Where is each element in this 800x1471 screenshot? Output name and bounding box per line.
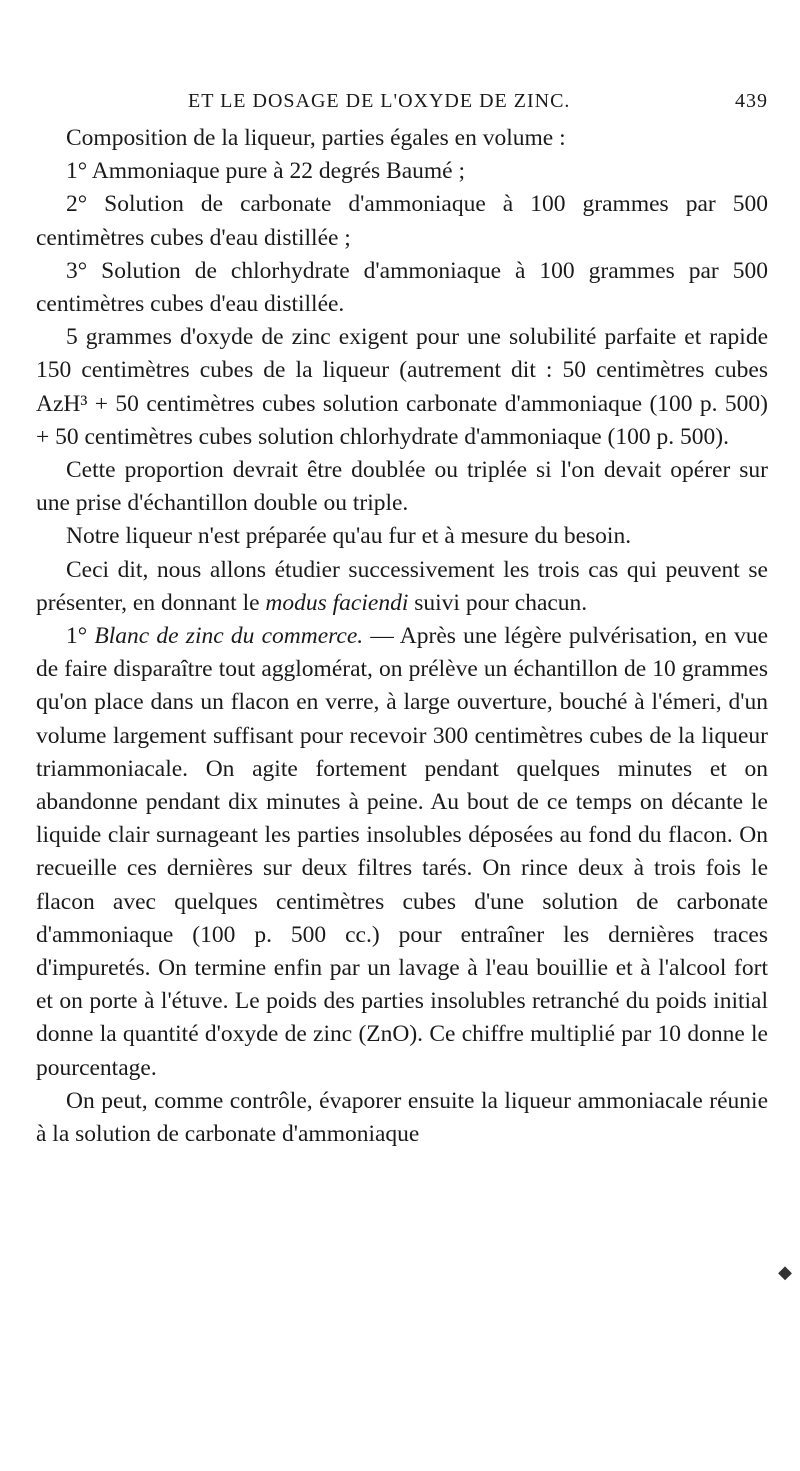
- paragraph-item-3: 3° Solution de chlorhydrate d'ammoniaque à 100 grammes par 500 centimètres cubes d'eau distillée.: [36, 257, 768, 318]
- body-text: [36, 122, 768, 1151]
- paragraph-ceci-dit: [36, 554, 768, 620]
- ceci-text-before: Ceci dit, nous allons étudier successivement les trois cas qui peuvent se présenter, en donnant le: [36, 556, 768, 616]
- page-header: [36, 82, 768, 118]
- paragraph-item-2: 2° Solution de carbonate d'ammoniaque à 100 grammes par 500 centimètres cubes d'eau distillée ;: [36, 191, 768, 251]
- running-title: ET LE DOSAGE DE L'OXYDE DE ZINC.: [188, 90, 571, 112]
- blanc-italic-heading: Blanc de zinc du commerce.: [94, 623, 364, 650]
- paragraph-controle: On peut, comme contrôle, évaporer ensuite la liqueur ammoniacale réunie à la solution de carbonate d'ammoniaque: [36, 1087, 768, 1148]
- paragraph-liqueur: Notre liqueur n'est préparée qu'au fur et à mesure du besoin.: [66, 523, 632, 550]
- book-page: [36, 82, 768, 1151]
- paragraph-item-1: 1° Ammoniaque pure à 22 degrés Baumé ;: [66, 158, 466, 185]
- paragraph-solubility: 5 grammes d'oxyde de zinc exigent pour une solubilité parfaite et rapide 150 centimètres cubes de la liqueur (autrement dit : 50 centimètres cubes AzH³ + 50 centimètres cubes solution carbonate d'ammoniaque (100 p. 500) + 50 centimètres cubes solution chlorhydrate d'ammoniaque (100 p. 500).: [36, 324, 768, 450]
- paragraph-composition: Composition de la liqueur, parties égales en volume :: [66, 125, 566, 151]
- ceci-text-after: suivi pour chacun.: [408, 589, 588, 616]
- page-number: 439: [735, 90, 768, 112]
- margin-mark: ◆: [778, 1262, 792, 1282]
- blanc-text-before: 1°: [66, 623, 95, 650]
- blanc-text-after: — Après une légère pulvérisation, en vue de faire disparaître tout agglomérat, on prélève un échantillon de 10 grammes qu'on place dans un flacon en verre, à large ouverture, bouché à l'émeri, d'un volume largement suffisant pour recevoir 300 centimètres cubes de la liqueur triammoniacale. On agite fortement pendant quelques minutes et on abandonne pendant dix minutes à peine. Au bout de ce temps on décante le liquide clair surnageant les parties insolubles déposées au fond du flacon. On recueille ces dernières sur deux filtres tarés. On rince deux à trois fois le flacon avec quelques centimètres cubes d'une solution de carbonate d'ammoniaque (100 p. 500 cc.) pour entraîner les dernières traces d'impuretés. On termine enfin par un lavage à l'eau bouillie et à l'alcool fort et on porte à l'étuve. Le poids des parties insolubles retranché du poids initial donne la quantité d'oxyde de zinc (ZnO). Ce chiffre multiplié par 10 donne le pourcentage.: [36, 623, 768, 1081]
- paragraph-blanc-de-zinc: [36, 620, 768, 1085]
- ceci-italic: modus faciendi: [265, 589, 409, 616]
- paragraph-proportion: Cette proportion devrait être doublée ou triplée si l'on devait opérer sur une prise d'échantillon double ou triple.: [36, 457, 768, 517]
